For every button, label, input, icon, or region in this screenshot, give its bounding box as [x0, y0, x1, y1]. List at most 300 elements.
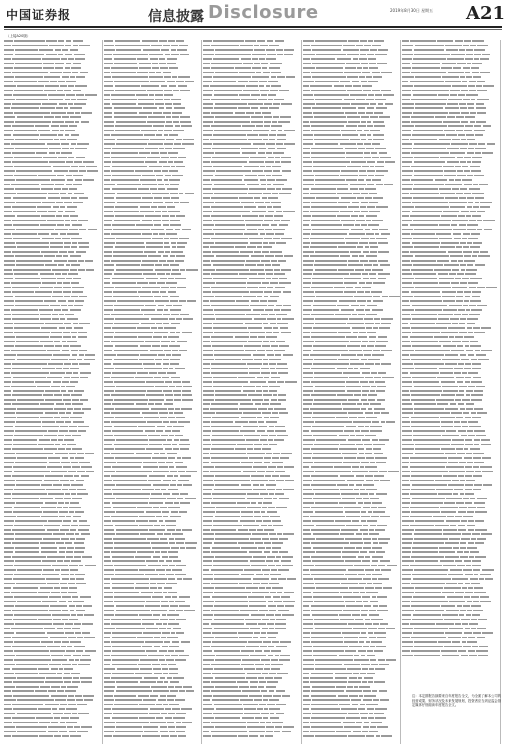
table-cell — [179, 605, 190, 607]
table-cell — [104, 704, 113, 706]
table-cell — [151, 610, 167, 612]
table-cell — [264, 542, 271, 544]
table-cell — [262, 197, 268, 199]
table-cell — [411, 314, 438, 316]
table-cell — [445, 184, 462, 186]
table-cell — [316, 439, 347, 441]
table-row — [4, 179, 102, 183]
table-row — [104, 358, 202, 362]
table-cell — [402, 332, 411, 334]
table-cell — [360, 713, 368, 715]
table-cell — [402, 314, 409, 316]
table-cell — [153, 471, 169, 473]
table-cell — [56, 107, 63, 109]
table-cell — [104, 619, 110, 621]
table-cell — [365, 623, 372, 625]
table-cell — [448, 327, 466, 329]
table-cell — [281, 103, 292, 105]
table-cell — [203, 525, 212, 527]
table-cell — [367, 300, 372, 302]
table-cell — [277, 592, 282, 594]
table-cell — [82, 408, 91, 410]
table-cell — [12, 206, 37, 208]
table-cell — [70, 49, 79, 51]
table-cell — [303, 686, 311, 688]
table-cell — [362, 731, 368, 733]
table-cell — [361, 121, 366, 123]
table-cell — [213, 386, 242, 388]
table-cell — [215, 202, 240, 204]
table-cell — [88, 229, 98, 231]
table-cell — [62, 641, 70, 643]
table-cell — [156, 175, 164, 177]
table-cell — [276, 314, 287, 316]
table-cell — [104, 40, 114, 42]
table-cell — [212, 699, 239, 701]
table-row — [104, 210, 202, 214]
table-cell — [176, 318, 182, 320]
table-cell — [357, 130, 362, 132]
table-cell — [271, 377, 280, 379]
table-row — [4, 596, 102, 600]
table-cell — [113, 507, 136, 509]
table-cell — [277, 54, 283, 56]
table-cell — [15, 49, 38, 51]
table-cell — [211, 341, 247, 343]
table-cell — [64, 475, 73, 477]
table-cell — [171, 377, 181, 379]
table-cell — [270, 417, 279, 419]
table-cell — [70, 574, 74, 576]
table-cell — [441, 381, 456, 383]
table-cell — [262, 67, 267, 69]
table-cell — [272, 551, 279, 553]
table-row — [303, 210, 401, 214]
table-cell — [253, 309, 264, 311]
table-row — [104, 130, 202, 134]
table-cell — [150, 139, 165, 141]
table-cell — [276, 556, 281, 558]
table-cell — [364, 605, 371, 607]
table-cell — [42, 238, 55, 240]
table-row — [104, 408, 202, 412]
table-cell — [466, 390, 473, 392]
table-row — [104, 636, 202, 640]
table-cell — [254, 45, 259, 47]
table-cell — [111, 170, 134, 172]
table-cell — [368, 394, 377, 396]
table-cell — [402, 170, 413, 172]
table-row — [4, 636, 102, 640]
table-cell — [213, 278, 248, 280]
table-cell — [254, 251, 261, 253]
table-cell — [281, 309, 291, 311]
table-row — [303, 717, 401, 721]
table-cell — [366, 704, 378, 706]
table-row — [303, 309, 401, 313]
table-row — [402, 121, 500, 125]
table-cell — [4, 565, 13, 567]
table-cell — [264, 650, 270, 652]
table-cell — [17, 731, 46, 733]
table-cell — [215, 152, 240, 154]
table-cell — [59, 551, 65, 553]
table-cell — [163, 390, 172, 392]
table-row — [303, 690, 401, 694]
table-cell — [364, 695, 376, 697]
table-row — [303, 726, 401, 730]
table-row — [104, 529, 202, 533]
table-cell — [359, 58, 367, 60]
table-cell — [12, 161, 48, 163]
table-cell — [414, 170, 442, 172]
table-cell — [247, 363, 261, 365]
table-cell — [303, 713, 311, 715]
table-cell — [68, 251, 74, 253]
table-cell — [411, 179, 434, 181]
table-cell — [51, 686, 60, 688]
table-cell — [412, 377, 436, 379]
table-row — [4, 547, 102, 551]
table-row — [4, 731, 102, 735]
table-row — [4, 242, 102, 246]
table-cell — [51, 386, 60, 388]
table-cell — [251, 107, 258, 109]
table-cell — [443, 390, 458, 392]
table-cell — [4, 175, 13, 177]
table-cell — [71, 67, 80, 69]
table-cell — [402, 255, 413, 257]
table-cell — [250, 628, 260, 630]
table-row — [203, 278, 301, 282]
table-cell — [360, 529, 368, 531]
table-cell — [112, 161, 143, 163]
table-cell — [310, 569, 346, 571]
table-row — [4, 184, 102, 188]
table-cell — [277, 318, 281, 320]
table-cell — [258, 336, 265, 338]
table-cell — [203, 704, 212, 706]
table-cell — [274, 220, 280, 222]
table-cell — [303, 81, 314, 83]
table-cell — [312, 614, 338, 616]
table-cell — [247, 493, 259, 495]
table-cell — [268, 211, 275, 213]
table-cell — [263, 695, 272, 697]
table-cell — [372, 547, 382, 549]
table-cell — [104, 76, 111, 78]
table-cell — [342, 134, 358, 136]
table-cell — [47, 583, 59, 585]
table-cell — [269, 673, 275, 675]
table-cell — [375, 708, 387, 710]
table-row — [303, 40, 401, 44]
table-row — [402, 62, 500, 66]
table-cell — [483, 220, 495, 222]
table-row — [104, 242, 202, 246]
table-row — [203, 40, 301, 44]
table-cell — [313, 498, 340, 500]
table-cell — [77, 489, 86, 491]
table-cell — [175, 574, 186, 576]
table-cell — [73, 90, 82, 92]
table-cell — [74, 542, 85, 544]
table-cell — [161, 551, 166, 553]
table-cell — [4, 673, 14, 675]
table-cell — [145, 305, 156, 307]
table-cell — [163, 480, 171, 482]
table-row — [402, 421, 500, 425]
table-cell — [13, 211, 35, 213]
table-row — [104, 175, 202, 179]
table-cell — [376, 462, 385, 464]
table-cell — [350, 435, 355, 437]
table-row — [402, 201, 500, 205]
table-cell — [360, 493, 367, 495]
table-cell — [303, 179, 314, 181]
table-row — [203, 708, 301, 712]
table-cell — [365, 229, 371, 231]
table-cell — [350, 184, 366, 186]
table-cell — [68, 695, 74, 697]
table-row — [104, 618, 202, 622]
table-cell — [78, 430, 87, 432]
table-cell — [65, 67, 70, 69]
table-cell — [268, 439, 272, 441]
table-row — [203, 143, 301, 147]
table-cell — [257, 377, 263, 379]
table-cell — [203, 390, 214, 392]
table-row — [104, 345, 202, 349]
table-cell — [281, 560, 291, 562]
table-cell — [160, 291, 166, 293]
table-row — [203, 358, 301, 362]
table-cell — [367, 134, 371, 136]
table-cell — [169, 179, 181, 181]
table-cell — [374, 408, 385, 410]
table-cell — [37, 211, 48, 213]
table-cell — [462, 278, 469, 280]
table-cell — [140, 206, 150, 208]
table-cell — [472, 157, 481, 159]
table-cell — [17, 116, 43, 118]
table-cell — [351, 229, 364, 231]
table-cell — [203, 457, 210, 459]
table-cell — [303, 399, 313, 401]
table-cell — [367, 708, 374, 710]
table-cell — [402, 90, 411, 92]
table-cell — [72, 713, 77, 715]
table-cell — [402, 408, 413, 410]
table-cell — [466, 215, 471, 217]
table-cell — [359, 695, 363, 697]
table-cell — [78, 664, 90, 666]
table-row — [303, 520, 401, 524]
table-cell — [270, 403, 281, 405]
table-cell — [279, 498, 290, 500]
table-cell — [4, 94, 12, 96]
table-cell — [355, 619, 364, 621]
table-row — [303, 166, 401, 170]
table-cell — [70, 569, 78, 571]
table-cell — [57, 560, 63, 562]
table-cell — [378, 49, 387, 51]
table-cell — [458, 403, 465, 405]
table-cell — [274, 731, 280, 733]
table-cell — [376, 107, 387, 109]
table-cell — [239, 583, 252, 585]
table-cell — [64, 498, 70, 500]
table-cell — [66, 412, 71, 414]
table-row — [4, 367, 102, 371]
table-cell — [66, 161, 73, 163]
table-cell — [213, 327, 246, 329]
table-cell — [264, 220, 273, 222]
table-cell — [115, 368, 143, 370]
table-cell — [14, 112, 50, 114]
table-cell — [170, 735, 176, 737]
table-cell — [375, 323, 380, 325]
table-cell — [4, 363, 11, 365]
table-cell — [74, 646, 86, 648]
table-cell — [303, 668, 314, 670]
table-cell — [456, 377, 464, 379]
table-row — [402, 197, 500, 201]
table-cell — [55, 67, 63, 69]
table-cell — [264, 399, 269, 401]
table-cell — [177, 457, 181, 459]
table-cell — [460, 107, 467, 109]
table-row — [203, 601, 301, 605]
table-row — [203, 242, 301, 246]
table-cell — [113, 480, 147, 482]
table-cell — [15, 560, 41, 562]
table-cell — [363, 726, 369, 728]
table-cell — [64, 655, 71, 657]
table-row — [402, 412, 500, 416]
table-cell — [356, 220, 365, 222]
table-cell — [303, 426, 311, 428]
table-cell — [256, 390, 262, 392]
table-cell — [445, 408, 458, 410]
table-cell — [104, 170, 110, 172]
table-cell — [172, 641, 180, 643]
table-cell — [139, 112, 153, 114]
table-cell — [163, 359, 169, 361]
table-cell — [167, 628, 171, 630]
table-cell — [263, 390, 268, 392]
table-cell — [176, 713, 186, 715]
table-cell — [316, 296, 353, 298]
table-cell — [174, 202, 179, 204]
table-cell — [70, 502, 79, 504]
table-cell — [477, 99, 489, 101]
table-cell — [164, 533, 171, 535]
table-cell — [111, 475, 147, 477]
table-cell — [315, 668, 346, 670]
table-cell — [14, 574, 41, 576]
table-cell — [311, 287, 333, 289]
table-cell — [242, 359, 253, 361]
table-cell — [111, 578, 148, 580]
table-cell — [142, 619, 158, 621]
table-cell — [252, 58, 258, 60]
table-cell — [160, 677, 166, 679]
table-cell — [340, 255, 351, 257]
table-cell — [4, 179, 15, 181]
table-cell — [313, 650, 343, 652]
table-cell — [203, 188, 211, 190]
table-cell — [214, 605, 248, 607]
table-cell — [402, 318, 411, 320]
table-cell — [48, 726, 66, 728]
table-cell — [274, 560, 279, 562]
table-cell — [373, 350, 380, 352]
table-cell — [303, 282, 312, 284]
table-cell — [139, 704, 155, 706]
table-cell — [59, 412, 65, 414]
table-cell — [53, 206, 59, 208]
table-cell — [342, 107, 357, 109]
table-row — [203, 291, 301, 295]
table-cell — [240, 45, 253, 47]
table-cell — [363, 646, 369, 648]
table-cell — [111, 94, 135, 96]
table-cell — [257, 246, 262, 248]
table-cell — [60, 529, 69, 531]
table-cell — [303, 489, 312, 491]
table-cell — [266, 484, 277, 486]
table-cell — [279, 193, 291, 195]
table-cell — [70, 457, 74, 459]
table-cell — [439, 139, 451, 141]
table-cell — [179, 596, 190, 598]
table-cell — [4, 327, 13, 329]
table-cell — [275, 430, 286, 432]
table-cell — [77, 704, 87, 706]
table-cell — [79, 45, 90, 47]
table-cell — [369, 533, 379, 535]
table-cell — [402, 350, 413, 352]
table-cell — [361, 345, 366, 347]
table-cell — [175, 278, 186, 280]
table-cell — [55, 184, 64, 186]
table-cell — [303, 49, 312, 51]
table-cell — [61, 462, 69, 464]
table-cell — [104, 637, 111, 639]
table-cell — [176, 466, 187, 468]
table-cell — [311, 233, 348, 235]
table-cell — [358, 314, 365, 316]
table-cell — [402, 184, 412, 186]
table-cell — [402, 112, 411, 114]
table-cell — [72, 242, 77, 244]
table-cell — [402, 323, 408, 325]
table-cell — [261, 690, 268, 692]
table-row — [4, 601, 102, 605]
table-cell — [310, 408, 341, 410]
table-row — [402, 264, 500, 268]
table-cell — [43, 538, 60, 540]
table-cell — [283, 211, 295, 213]
table-cell — [104, 726, 116, 728]
table-row — [303, 251, 401, 255]
table-cell — [216, 318, 252, 320]
table-cell — [366, 327, 372, 329]
table-cell — [353, 731, 361, 733]
table-cell — [344, 72, 361, 74]
table-cell — [285, 605, 293, 607]
